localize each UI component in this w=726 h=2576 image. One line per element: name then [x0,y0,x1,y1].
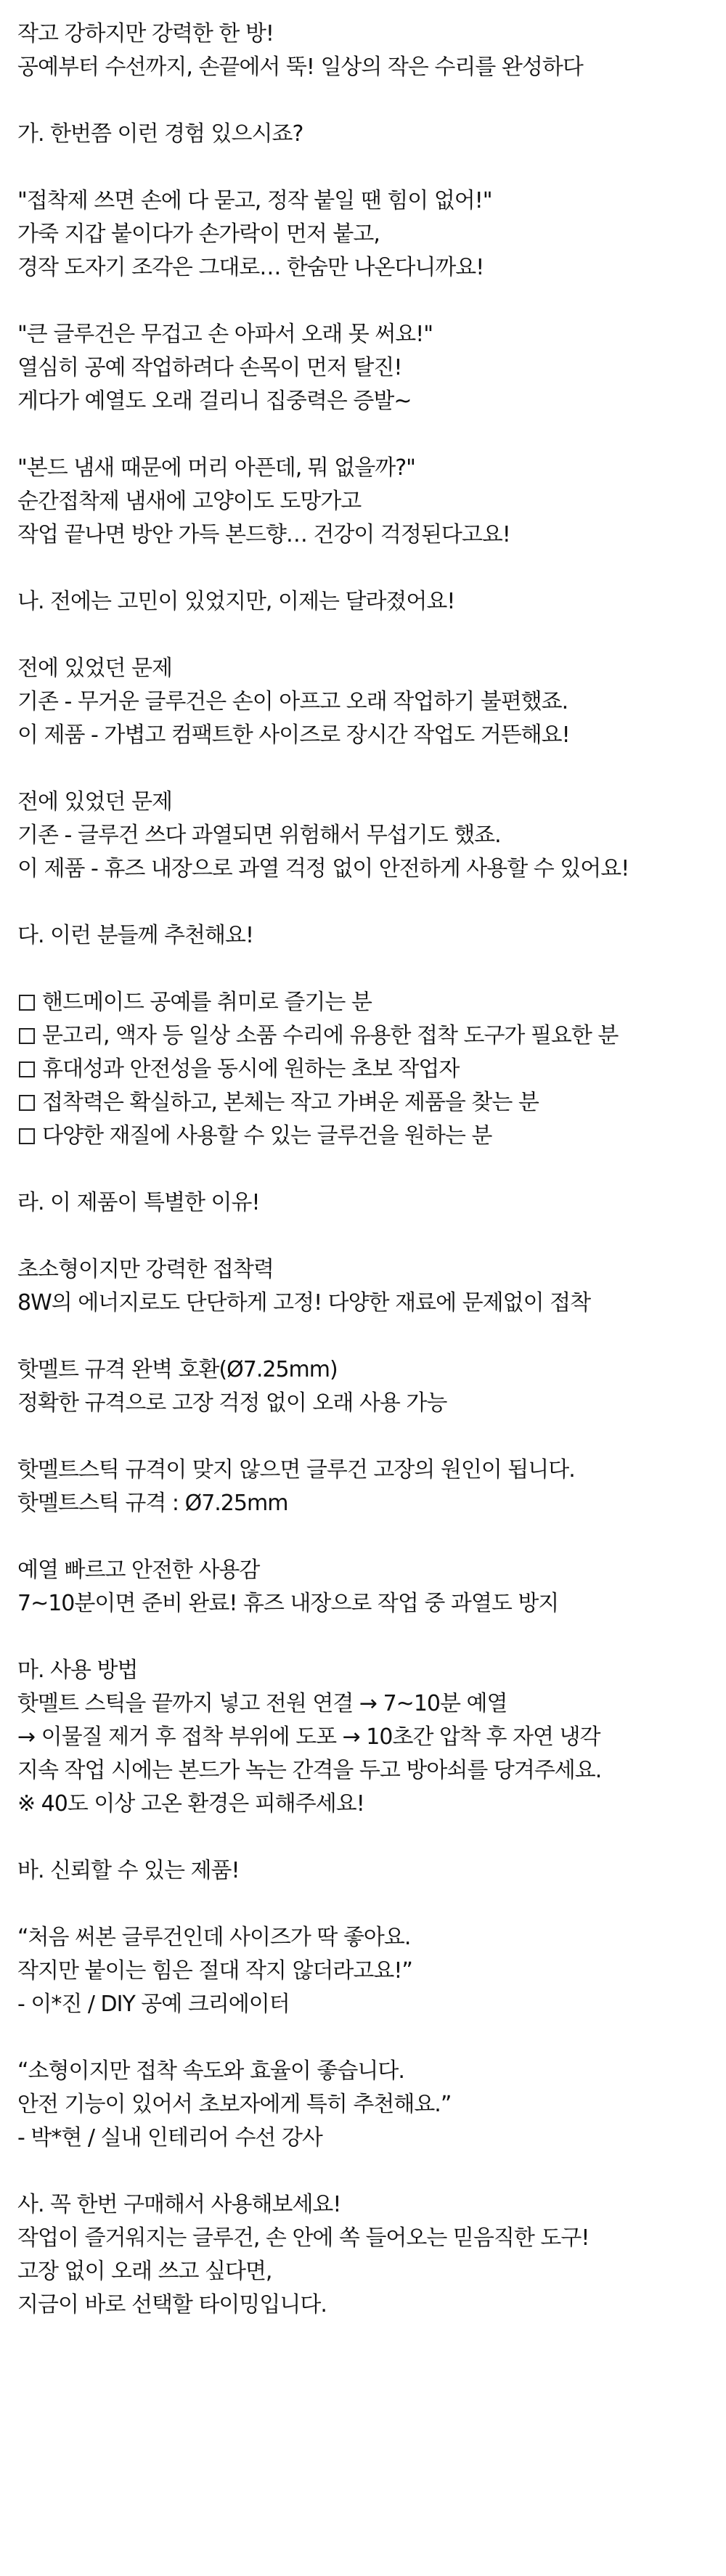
checkbox-icon [19,995,35,1011]
feature-desc: 핫멜트스틱 규격 : Ø7.25mm [17,1491,288,1516]
quote-line: 순간접착제 냄새에 고양이도 도망가고 [17,489,362,514]
section-closing [17,2188,713,2322]
checklist-item [17,1086,713,1120]
review-line: “소형이지만 접착 속도와 효율이 좋습니다. [17,2058,404,2084]
checklist-label: 다양한 재질에 사용할 수 있는 글루건을 원하는 분 [42,1123,492,1149]
usage-line: ※ 40도 이상 고온 환경은 피해주세요! [17,1791,364,1817]
feature-title: 예열 빠르고 안전한 사용감 [17,1557,260,1583]
checklist-label: 휴대성과 안전성을 동시에 원하는 초보 작업자 [42,1056,460,1082]
checklist-label: 핸드메이드 공예를 취미로 즐기는 분 [42,990,372,1015]
quote-line: 작업 끝나면 방안 가득 본드향… 건강이 걱정된다고요! [17,522,510,547]
feature-title: 핫멜트스틱 규격이 맞지 않으면 글루건 고장의 원인이 됩니다. [17,1457,575,1483]
quote-line: 가죽 지갑 붙이다가 손가락이 먼저 붙고, [17,221,380,247]
section-usage [17,1654,713,1821]
review-author: - 이*진 / DIY 공예 크리에이터 [17,1992,290,2017]
feature-desc: 정확한 규격으로 고장 걱정 없이 오래 사용 가능 [17,1390,447,1416]
checklist-item [17,1019,713,1053]
quote-line: 게다가 예열도 오래 걸리니 집중력은 증발~ [17,388,412,414]
feature-title: 초소형이지만 강력한 접착력 [17,1257,274,1282]
review-author: - 박*현 / 실내 인테리어 수선 강사 [17,2125,322,2151]
section-before-after [17,585,713,886]
comparison-line: 전에 있었던 문제 [17,789,172,815]
section-heading: 라. 이 제품이 특별한 이유! [17,1190,260,1215]
comparison-line: 기존 - 글루건 쓰다 과열되면 위험해서 무섭기도 했죠. [17,823,501,848]
checkbox-icon [19,1028,35,1044]
checkbox-icon [19,1128,35,1144]
checkbox-icon [19,1061,35,1077]
quote-line: 열심히 공예 작업하려다 손목이 먼저 탈진! [17,355,402,380]
comparison-line: 이 제품 - 휴즈 내장으로 과열 걱정 없이 안전하게 사용할 수 있어요! [17,856,629,881]
section-heading: 사. 꼭 한번 구매해서 사용해보세요! [17,2192,341,2217]
closing-line: 지금이 바로 선택할 타이밍입니다. [17,2292,327,2318]
closing-line: 고장 없이 오래 쓰고 싶다면, [17,2259,272,2284]
section-heading: 다. 이런 분들께 추천해요! [17,923,253,948]
feature-title: 핫멜트 규격 완벽 호환(Ø7.25mm) [17,1357,338,1382]
closing-line: 작업이 즐거워지는 글루건, 손 안에 쏙 들어오는 믿음직한 도구! [17,2225,590,2251]
intro-line: 공예부터 수선까지, 손끝에서 뚝! 일상의 작은 수리를 완성하다 [17,54,583,80]
section-heading: 가. 한번쯤 이런 경험 있으시죠? [17,121,303,147]
section-heading: 마. 사용 방법 [17,1658,138,1683]
comparison-line: 이 제품 - 가볍고 컴팩트한 사이즈로 장시간 작업도 거뜬해요! [17,722,570,748]
intro-line: 작고 강하지만 강력한 한 방! [17,21,274,46]
review-line: “처음 써본 글루건인데 사이즈가 딱 좋아요. [17,1925,411,1950]
checklist-label: 접착력은 확실하고, 본체는 작고 가벼운 제품을 찾는 분 [42,1090,539,1115]
intro [17,17,713,84]
section-special-reasons [17,1186,713,1621]
checklist-label: 문고리, 액자 등 일상 소품 수리에 유용한 접착 도구가 필요한 분 [42,1023,619,1048]
feature-desc: 7~10분이면 준비 완료! 휴즈 내장으로 작업 중 과열도 방지 [17,1591,559,1616]
usage-line: → 이물질 제거 후 접착 부위에 도포 → 10초간 압착 후 자연 냉각 [17,1724,600,1750]
quote-line: "접착제 쓰면 손에 다 묻고, 정작 붙일 땐 힘이 없어!" [17,188,492,213]
quote-line: "본드 냄새 때문에 머리 아픈데, 뭐 없을까?" [17,455,415,481]
usage-line: 지속 작업 시에는 본드가 녹는 간격을 두고 방아쇠를 당겨주세요. [17,1758,602,1783]
section-reviews [17,1854,713,2155]
feature-desc: 8W의 에너지로도 단단하게 고정! 다양한 재료에 문제없이 접착 [17,1290,591,1316]
section-heading: 나. 전에는 고민이 있었지만, 이제는 달라졌어요! [17,589,455,614]
review-line: 안전 기능이 있어서 초보자에게 특히 추천해요.” [17,2092,452,2117]
checklist-item [17,986,713,1019]
section-heading: 바. 신뢰할 수 있는 제품! [17,1858,240,1883]
quote-line: "큰 글루건은 무겁고 손 아파서 오래 못 써요!" [17,322,433,347]
review-line: 작지만 붙이는 힘은 절대 작지 않더라고요!” [17,1958,412,1984]
comparison-line: 전에 있었던 문제 [17,656,172,681]
quote-line: 경작 도자기 조각은 그대로… 한숨만 나온다니까요! [17,255,484,280]
checklist-item [17,1053,713,1086]
checkbox-icon [19,1095,35,1111]
section-recommended-for [17,919,713,1153]
usage-line: 핫멜트 스틱을 끝까지 넣고 전원 연결 → 7~10분 예열 [17,1691,507,1716]
comparison-line: 기존 - 무거운 글루건은 손이 아프고 오래 작업하기 불편했죠. [17,689,568,714]
section-experiences [17,118,713,552]
checklist-item [17,1120,713,1153]
